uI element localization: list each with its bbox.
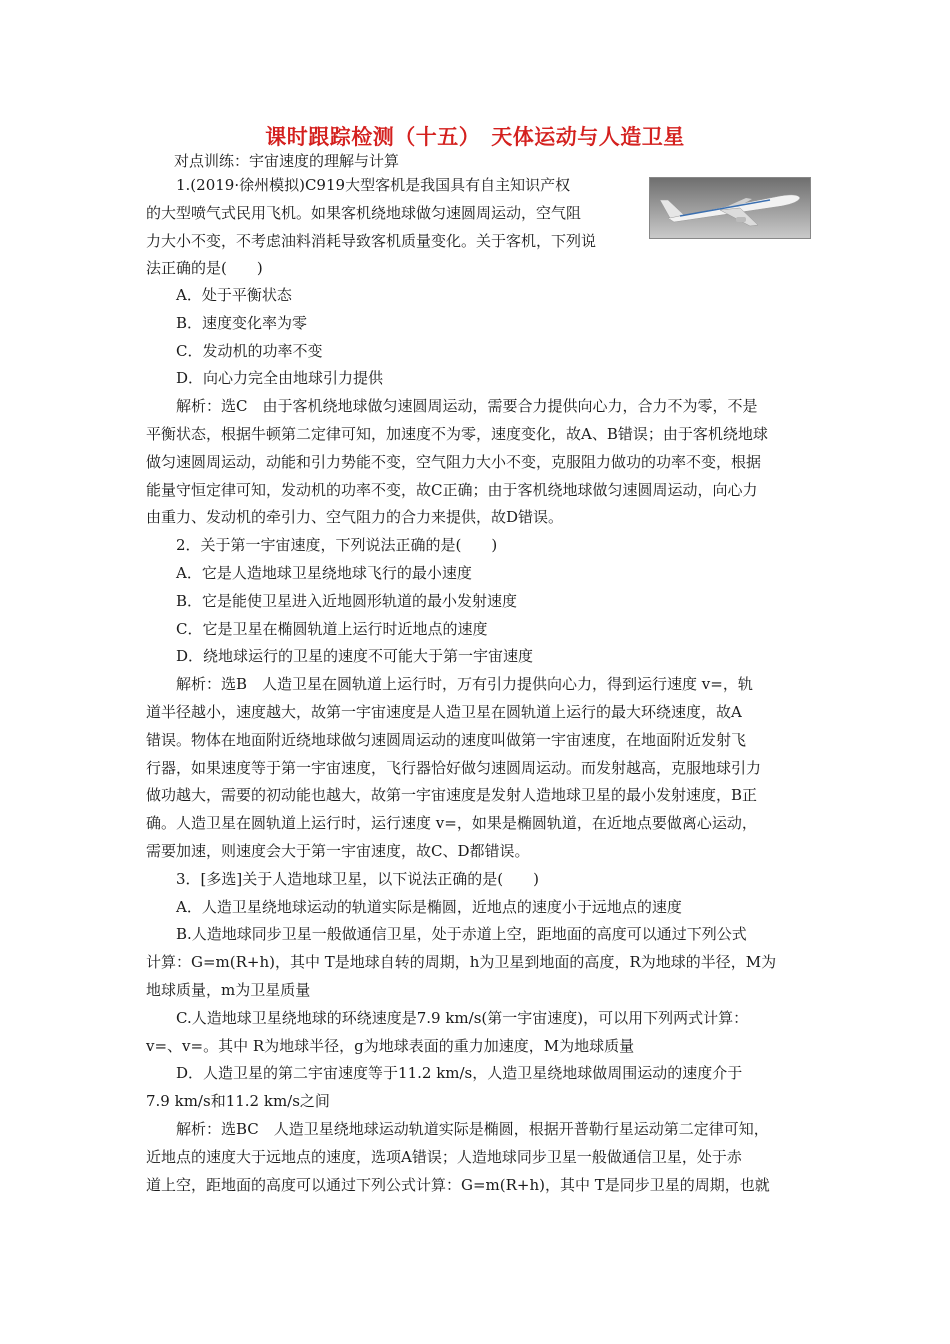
- q2-analysis-line: 错误。物体在地面附近绕地球做匀速圆周运动的速度叫做第一宇宙速度，在地面附近发射飞: [146, 730, 747, 749]
- q1-option-c: C．发动机的功率不变: [176, 341, 323, 360]
- q2-analysis-line: 行器，如果速度等于第一宇宙速度，飞行器恰好做匀速圆周运动。而发射越高，克服地球引力: [146, 758, 762, 777]
- q1-line: 1.(2019·徐州模拟)C919大型客机是我国具有自主知识产权: [176, 176, 571, 194]
- q2-option-a: A．它是人造地球卫星绕地球飞行的最小速度: [176, 563, 472, 582]
- q2-analysis-line: 道半径越小，速度越大，故第一宇宙速度是人造卫星在圆轨道上运行的最大环绕速度，故A: [146, 702, 742, 721]
- q3-option-c-line: C.人造地球卫星绕地球的环绕速度是7.9 km/s(第一宇宙速度)，可以用下列两式计算：: [176, 1008, 749, 1027]
- q3-option-b-line: B.人造地球同步卫星一般做通信卫星，处于赤道上空，距地面的高度可以通过下列公式: [176, 925, 747, 944]
- q1-option-d: D．向心力完全由地球引力提供: [176, 369, 384, 388]
- q2-analysis-line: 确。人造卫星在圆轨道上运行时，运行速度 v=，如果是椭圆轨道，在近地点要做离心运动，: [146, 814, 757, 833]
- q2-analysis-line: 需要加速，则速度会大于第一宇宙速度，故C、D都错误。: [146, 841, 530, 860]
- c919-airplane-image: [649, 177, 811, 239]
- q1-option-a: A．处于平衡状态: [176, 286, 292, 304]
- q2-stem: 2．关于第一宇宙速度，下列说法正确的是( ): [176, 536, 498, 555]
- q1-analysis-line: 解析：选C 由于客机绕地球做匀速圆周运动，需要合力提供向心力，合力不为零，不是: [176, 397, 758, 416]
- q3-analysis-line: 道上空，距地面的高度可以通过下列公式计算：G=m(R+h)，其中 T是同步卫星的周期，也就: [146, 1175, 770, 1194]
- section-heading: 对点训练：宇宙速度的理解与计算: [174, 152, 400, 170]
- q3-analysis-line: 解析：选BC 人造卫星绕地球运动轨道实际是椭圆，根据开普勒行星运动第二定律可知，: [176, 1119, 769, 1138]
- q3-option-a: A．人造卫星绕地球运动的轨道实际是椭圆，近地点的速度小于远地点的速度: [176, 897, 682, 916]
- q3-option-b-line: 地球质量，m为卫星质量: [146, 980, 311, 999]
- q1-line: 法正确的是( ): [146, 259, 263, 278]
- q2-option-d: D．绕地球运行的卫星的速度不可能大于第一宇宙速度: [176, 647, 534, 666]
- page-title: 课时跟踪检测（十五） 天体运动与人造卫星: [265, 124, 685, 149]
- q3-option-c-line: v=、v=。其中 R为地球半径，g为地球表面的重力加速度，M为地球质量: [146, 1036, 635, 1055]
- q3-stem: 3．[多选]关于人造地球卫星，以下说法正确的是( ): [176, 869, 539, 888]
- q3-option-d-line: 7.9 km/s和11.2 km/s之间: [146, 1092, 330, 1111]
- q1-option-b: B．速度变化率为零: [176, 313, 308, 332]
- question-body: [146, 282, 810, 1199]
- q2-analysis-line: 解析：选B 人造卫星在圆轨道上运行时，万有引力提供向心力，得到运行速度 v=，轨: [176, 675, 753, 694]
- q1-line: 的大型喷气式民用飞机。如果客机绕地球做匀速圆周运动，空气阻: [146, 203, 582, 222]
- q2-option-c: C．它是卫星在椭圆轨道上运行时近地点的速度: [176, 619, 488, 638]
- q2-analysis-line: 做功越大，需要的初动能也越大，故第一宇宙速度是发射人造地球卫星的最小发射速度，B正: [146, 786, 758, 805]
- q3-option-d-line: D．人造卫星的第二宇宙速度等于11.2 km/s，人造卫星绕地球做周围运动的速度介于: [176, 1064, 743, 1083]
- q3-option-b-line: 计算：G=m(R+h)，其中 T是地球自转的周期，h为卫星到地面的高度，R为地球的半径，M为: [146, 953, 777, 972]
- q1-analysis-line: 平衡状态，根据牛顿第二定律可知，加速度不为零，速度变化，故A、B错误；由于客机绕地球: [146, 424, 768, 443]
- q1-analysis-line: 能量守恒定律可知，发动机的功率不变，故C正确；由于客机绕地球做匀速圆周运动，向心力: [146, 480, 758, 499]
- q3-analysis-line: 近地点的速度大于远地点的速度，选项A错误；人造地球同步卫星一般做通信卫星，处于赤: [146, 1147, 742, 1166]
- q1-line: 力大小不变，不考虑油料消耗导致客机质量变化。关于客机，下列说: [146, 231, 597, 250]
- question-1-stem: [146, 172, 626, 283]
- q2-option-b: B．它是能使卫星进入近地圆形轨道的最小发射速度: [176, 591, 518, 610]
- q1-analysis-line: 做匀速圆周运动，动能和引力势能不变，空气阻力大小不变，克服阻力做功的功率不变，根据: [146, 452, 762, 471]
- q1-analysis-line: 由重力、发动机的牵引力、空气阻力的合力来提供，故D错误。: [146, 508, 564, 527]
